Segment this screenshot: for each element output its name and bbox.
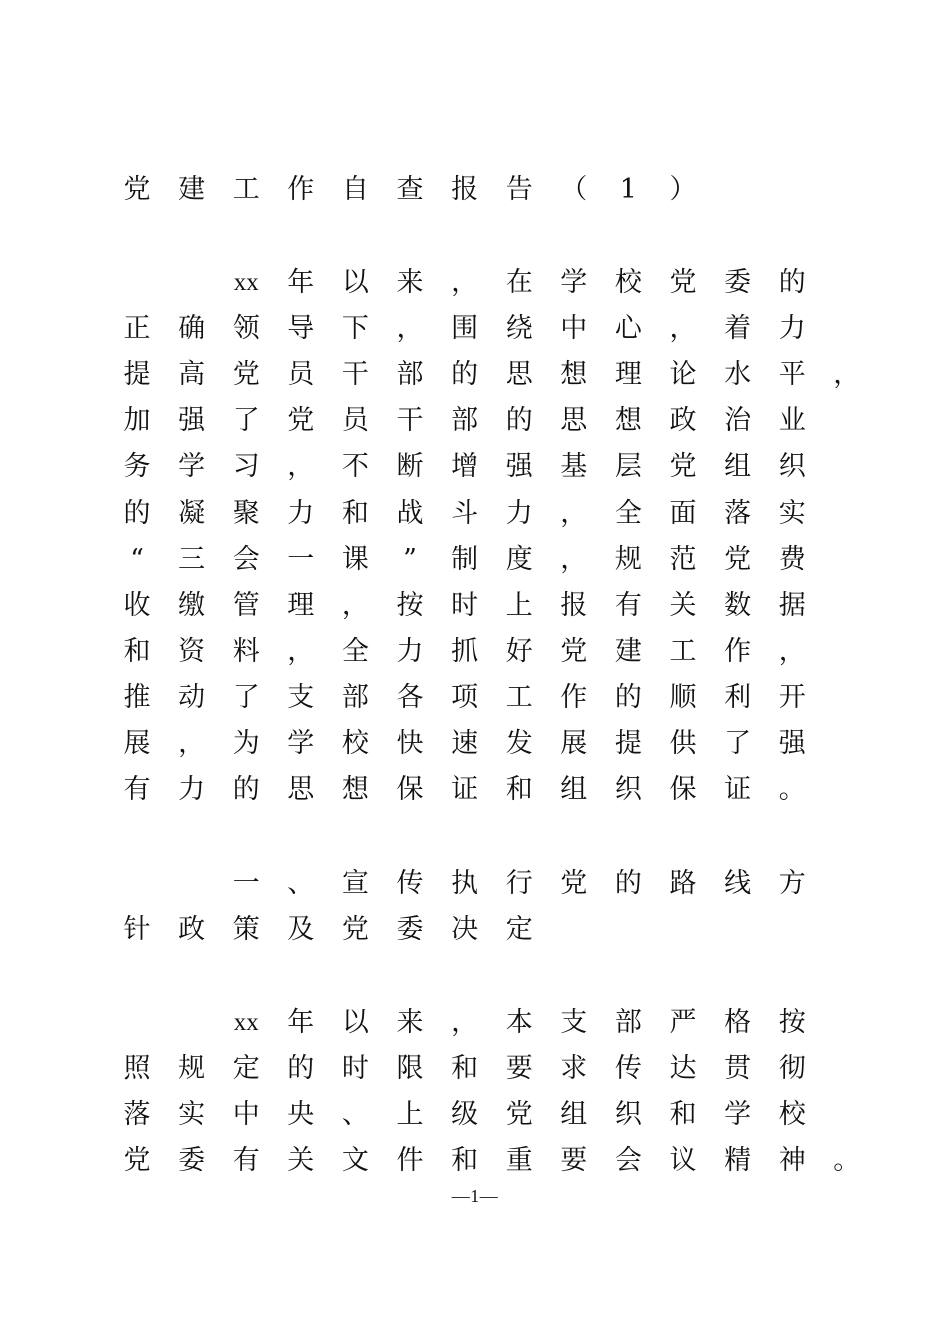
text-glyph: 学 [724, 1099, 752, 1131]
text-glyph: 和 [669, 1099, 697, 1131]
text-glyph: 组 [560, 774, 588, 806]
text-glyph: ， [341, 589, 369, 621]
text-glyph: 治 [724, 405, 752, 437]
text-glyph: 料 [232, 635, 260, 667]
text-glyph: 推 [123, 681, 151, 713]
text-glyph: 了 [232, 681, 260, 713]
text-glyph: 格 [724, 1007, 752, 1038]
text-glyph: 时 [341, 1053, 369, 1085]
text-glyph: 针 [123, 914, 151, 946]
text-glyph: 管 [232, 589, 260, 621]
text-glyph: 增 [451, 451, 479, 483]
text-glyph: ） [669, 174, 697, 205]
text-glyph: 了 [232, 405, 260, 437]
text-glyph: 会 [614, 1145, 642, 1177]
text-glyph: 建 [614, 635, 642, 667]
text-glyph: 费 [778, 543, 806, 575]
text-glyph: 员 [341, 405, 369, 437]
text-glyph: 组 [724, 451, 752, 483]
paragraph-line [0, 1100, 950, 1140]
paragraph-line [0, 729, 950, 769]
text-glyph: 以 [341, 1007, 369, 1038]
text-glyph: 达 [669, 1053, 697, 1085]
text-glyph: 严 [669, 1007, 697, 1038]
text-glyph: 领 [232, 313, 260, 345]
text-glyph: ， [287, 451, 315, 483]
text-glyph: 工 [505, 681, 533, 713]
text-glyph: 聚 [232, 497, 260, 529]
text-glyph: 导 [287, 313, 315, 345]
text-glyph: 关 [669, 589, 697, 621]
text-glyph: 快 [396, 728, 424, 759]
text-glyph: 以 [341, 267, 369, 298]
text-glyph: 定 [505, 914, 533, 946]
text-glyph: xx [233, 1009, 259, 1036]
text-glyph: 部 [451, 405, 479, 437]
text-glyph: 作 [560, 681, 588, 713]
text-glyph: 缴 [178, 589, 206, 621]
text-glyph: 作 [287, 174, 315, 205]
text-glyph: 正 [123, 313, 151, 345]
text-glyph: 供 [669, 728, 697, 759]
text-glyph: 年 [287, 1007, 315, 1038]
text-glyph: 的 [778, 267, 806, 298]
text-glyph: 水 [724, 359, 752, 391]
text-glyph: 精 [724, 1145, 752, 1177]
text-glyph: 党 [669, 267, 697, 298]
text-glyph: 学 [178, 451, 206, 483]
text-glyph: 组 [560, 1099, 588, 1131]
text-glyph: 校 [614, 267, 642, 298]
text-glyph: 央 [287, 1099, 315, 1131]
text-glyph: 实 [778, 497, 806, 529]
text-glyph: 的 [451, 359, 479, 391]
text-glyph: 速 [451, 728, 479, 759]
text-glyph: ， [833, 359, 861, 391]
text-glyph: 的 [232, 774, 260, 806]
text-glyph: 好 [505, 635, 533, 667]
text-glyph: 为 [232, 728, 260, 759]
text-glyph: 学 [560, 267, 588, 298]
text-glyph: 力 [396, 635, 424, 667]
text-glyph: 定 [232, 1053, 260, 1085]
text-glyph: 思 [505, 359, 533, 391]
text-glyph: 上 [505, 589, 533, 621]
text-glyph: 执 [451, 868, 479, 899]
paragraph-line [0, 591, 950, 631]
text-glyph: ， [178, 728, 206, 759]
text-glyph: 提 [123, 359, 151, 391]
text-glyph: 项 [451, 681, 479, 713]
text-glyph: 凝 [178, 497, 206, 529]
text-glyph: 限 [396, 1053, 424, 1085]
text-glyph: ” [403, 543, 417, 575]
text-glyph: 按 [778, 1007, 806, 1038]
text-glyph: 理 [287, 589, 315, 621]
text-glyph: 展 [123, 728, 151, 759]
text-glyph: 断 [396, 451, 424, 483]
text-glyph: 强 [778, 728, 806, 759]
text-glyph: 会 [232, 543, 260, 575]
text-glyph: 重 [505, 1145, 533, 1177]
document-title [0, 175, 950, 215]
text-glyph: 有 [232, 1145, 260, 1177]
text-glyph: 和 [505, 774, 533, 806]
text-glyph: 层 [614, 451, 642, 483]
text-glyph: 规 [614, 543, 642, 575]
text-glyph: ， [287, 635, 315, 667]
text-glyph: 力 [505, 497, 533, 529]
text-glyph: 工 [232, 174, 260, 205]
text-glyph: 校 [778, 1099, 806, 1131]
text-glyph: 、 [287, 868, 315, 899]
text-glyph: 要 [505, 1053, 533, 1085]
text-glyph: 干 [341, 359, 369, 391]
text-glyph: 实 [178, 1099, 206, 1131]
text-glyph: 、 [341, 1099, 369, 1131]
text-glyph: ， [560, 543, 588, 575]
text-glyph: 部 [614, 1007, 642, 1038]
text-glyph: 基 [560, 451, 588, 483]
text-glyph: 支 [560, 1007, 588, 1038]
text-glyph: 部 [396, 359, 424, 391]
text-glyph: 本 [505, 1007, 533, 1038]
paragraph-line [0, 314, 950, 354]
text-glyph: 党 [669, 451, 697, 483]
text-glyph: 织 [614, 1099, 642, 1131]
text-glyph: 论 [669, 359, 697, 391]
text-glyph: 自 [341, 174, 369, 205]
text-glyph: 思 [287, 774, 315, 806]
text-glyph: 抓 [451, 635, 479, 667]
text-glyph: 的 [614, 868, 642, 899]
text-glyph: 议 [669, 1145, 697, 1177]
text-glyph: 上 [396, 1099, 424, 1131]
text-glyph: 保 [669, 774, 697, 806]
text-glyph: 战 [396, 497, 424, 529]
text-glyph: 方 [778, 868, 806, 899]
text-glyph: 行 [505, 868, 533, 899]
paragraph-line [0, 775, 950, 815]
text-glyph: 党 [724, 543, 752, 575]
text-glyph: 策 [232, 914, 260, 946]
text-glyph: ， [396, 313, 424, 345]
text-glyph: ， [778, 635, 806, 667]
text-glyph: 的 [123, 497, 151, 529]
text-glyph: 三 [178, 543, 206, 575]
text-glyph: 平 [778, 359, 806, 391]
text-glyph: 的 [614, 681, 642, 713]
text-glyph: 保 [396, 774, 424, 806]
text-glyph: 务 [123, 451, 151, 483]
text-glyph: 制 [451, 543, 479, 575]
text-glyph: 党 [341, 914, 369, 946]
text-glyph: 范 [669, 543, 697, 575]
text-glyph: 政 [178, 914, 206, 946]
text-glyph: 不 [341, 451, 369, 483]
text-glyph: 时 [451, 589, 479, 621]
text-glyph: 着 [724, 313, 752, 345]
text-glyph: 想 [341, 774, 369, 806]
text-glyph: 在 [505, 267, 533, 298]
paragraph-line [0, 452, 950, 492]
text-glyph: 级 [451, 1099, 479, 1131]
text-glyph: 数 [724, 589, 752, 621]
paragraph-line [0, 1054, 950, 1094]
text-glyph: 下 [341, 313, 369, 345]
text-glyph: 工 [669, 635, 697, 667]
text-glyph: 。 [833, 1145, 861, 1177]
text-glyph: 高 [178, 359, 206, 391]
text-glyph: 收 [123, 589, 151, 621]
text-glyph: 党 [505, 1099, 533, 1131]
text-glyph: 宣 [341, 868, 369, 899]
text-glyph: 学 [287, 728, 315, 759]
text-glyph: 据 [778, 589, 806, 621]
text-glyph: 部 [341, 681, 369, 713]
text-glyph: 决 [451, 914, 479, 946]
text-glyph: 党 [287, 405, 315, 437]
paragraph-line [0, 915, 950, 955]
text-glyph: 业 [778, 405, 806, 437]
text-glyph: 和 [123, 635, 151, 667]
text-glyph: 查 [396, 174, 424, 205]
text-glyph: 来 [396, 1007, 424, 1038]
text-glyph: 心 [614, 313, 642, 345]
text-glyph: 提 [614, 728, 642, 759]
paragraph-line [0, 406, 950, 446]
paragraph-line [0, 869, 950, 909]
text-glyph: 资 [178, 635, 206, 667]
text-glyph: 按 [396, 589, 424, 621]
text-glyph: 力 [287, 497, 315, 529]
text-glyph: 线 [724, 868, 752, 899]
text-glyph: 绕 [505, 313, 533, 345]
text-glyph: 习 [232, 451, 260, 483]
text-glyph: 力 [178, 774, 206, 806]
text-glyph: 一 [287, 543, 315, 575]
text-glyph: ， [451, 1007, 479, 1038]
text-glyph: 委 [396, 914, 424, 946]
text-glyph: 年 [287, 267, 315, 298]
text-glyph: 顺 [669, 681, 697, 713]
text-glyph: 委 [724, 267, 752, 298]
text-glyph: 来 [396, 267, 424, 298]
text-glyph: ， [560, 497, 588, 529]
text-glyph: 利 [724, 681, 752, 713]
text-glyph: 规 [178, 1053, 206, 1085]
paragraph-line [0, 683, 950, 723]
paragraph-line [0, 637, 950, 677]
text-glyph: 党 [123, 174, 151, 205]
text-glyph: 报 [560, 589, 588, 621]
text-glyph: 度 [505, 543, 533, 575]
text-glyph: 干 [396, 405, 424, 437]
text-glyph: 中 [232, 1099, 260, 1131]
text-glyph: 照 [123, 1053, 151, 1085]
text-glyph: 和 [451, 1145, 479, 1177]
text-glyph: 及 [287, 914, 315, 946]
text-glyph: 有 [614, 589, 642, 621]
text-glyph: 校 [341, 728, 369, 759]
text-glyph: 开 [778, 681, 806, 713]
paragraph-line [0, 268, 950, 308]
text-glyph: 证 [451, 774, 479, 806]
text-glyph: 关 [287, 1145, 315, 1177]
paragraph-line [0, 545, 950, 585]
text-glyph: 件 [396, 1145, 424, 1177]
text-glyph: ， [451, 267, 479, 298]
text-glyph: 路 [669, 868, 697, 899]
text-glyph: 理 [614, 359, 642, 391]
text-glyph: 织 [778, 451, 806, 483]
text-glyph: 彻 [778, 1053, 806, 1085]
paragraph-line [0, 1146, 950, 1186]
text-glyph: 围 [451, 313, 479, 345]
text-glyph: 。 [778, 774, 806, 806]
text-glyph: 支 [287, 681, 315, 713]
text-glyph: 要 [560, 1145, 588, 1177]
text-glyph: 展 [560, 728, 588, 759]
text-glyph: 动 [178, 681, 206, 713]
text-glyph: 有 [123, 774, 151, 806]
text-glyph: 落 [123, 1099, 151, 1131]
text-glyph: 党 [560, 635, 588, 667]
text-glyph: 政 [669, 405, 697, 437]
text-glyph: 全 [614, 497, 642, 529]
text-glyph: 贯 [724, 1053, 752, 1085]
text-glyph: 各 [396, 681, 424, 713]
text-glyph: 想 [614, 405, 642, 437]
text-glyph: 传 [396, 868, 424, 899]
text-glyph: 作 [724, 635, 752, 667]
text-glyph: 的 [287, 1053, 315, 1085]
text-glyph: 一 [232, 868, 260, 899]
text-glyph: 建 [178, 174, 206, 205]
text-glyph: 告 [505, 174, 533, 205]
text-glyph: ， [669, 313, 697, 345]
text-glyph: 了 [724, 728, 752, 759]
text-glyph: 确 [178, 313, 206, 345]
text-glyph: 斗 [451, 497, 479, 529]
text-glyph: 和 [451, 1053, 479, 1085]
text-glyph: 传 [614, 1053, 642, 1085]
text-glyph: 党 [123, 1145, 151, 1177]
text-glyph: 想 [560, 359, 588, 391]
text-glyph: 1 [619, 174, 637, 205]
text-glyph: 报 [451, 174, 479, 205]
text-glyph: 文 [341, 1145, 369, 1177]
text-glyph: 求 [560, 1053, 588, 1085]
text-glyph: 全 [341, 635, 369, 667]
text-glyph: 强 [178, 405, 206, 437]
text-glyph: 和 [341, 497, 369, 529]
paragraph-line [0, 499, 950, 539]
text-glyph: 党 [560, 868, 588, 899]
text-glyph: xx [233, 269, 259, 296]
text-glyph: （ [560, 174, 588, 205]
text-glyph: 力 [778, 313, 806, 345]
text-glyph: 党 [232, 359, 260, 391]
text-glyph: 落 [724, 497, 752, 529]
text-glyph: “ [130, 543, 144, 575]
text-glyph: 面 [669, 497, 697, 529]
text-glyph: 中 [560, 313, 588, 345]
text-glyph: 课 [341, 543, 369, 575]
page-number: —1— [451, 1186, 499, 1206]
text-glyph: 员 [287, 359, 315, 391]
paragraph-line [0, 1008, 950, 1048]
text-glyph: 加 [123, 405, 151, 437]
text-glyph: 发 [505, 728, 533, 759]
text-glyph: 神 [778, 1145, 806, 1177]
text-glyph: 证 [724, 774, 752, 806]
paragraph-line [0, 360, 950, 400]
text-glyph: 委 [178, 1145, 206, 1177]
text-glyph: 织 [614, 774, 642, 806]
text-glyph: 强 [505, 451, 533, 483]
text-glyph: 思 [560, 405, 588, 437]
text-glyph: 的 [505, 405, 533, 437]
